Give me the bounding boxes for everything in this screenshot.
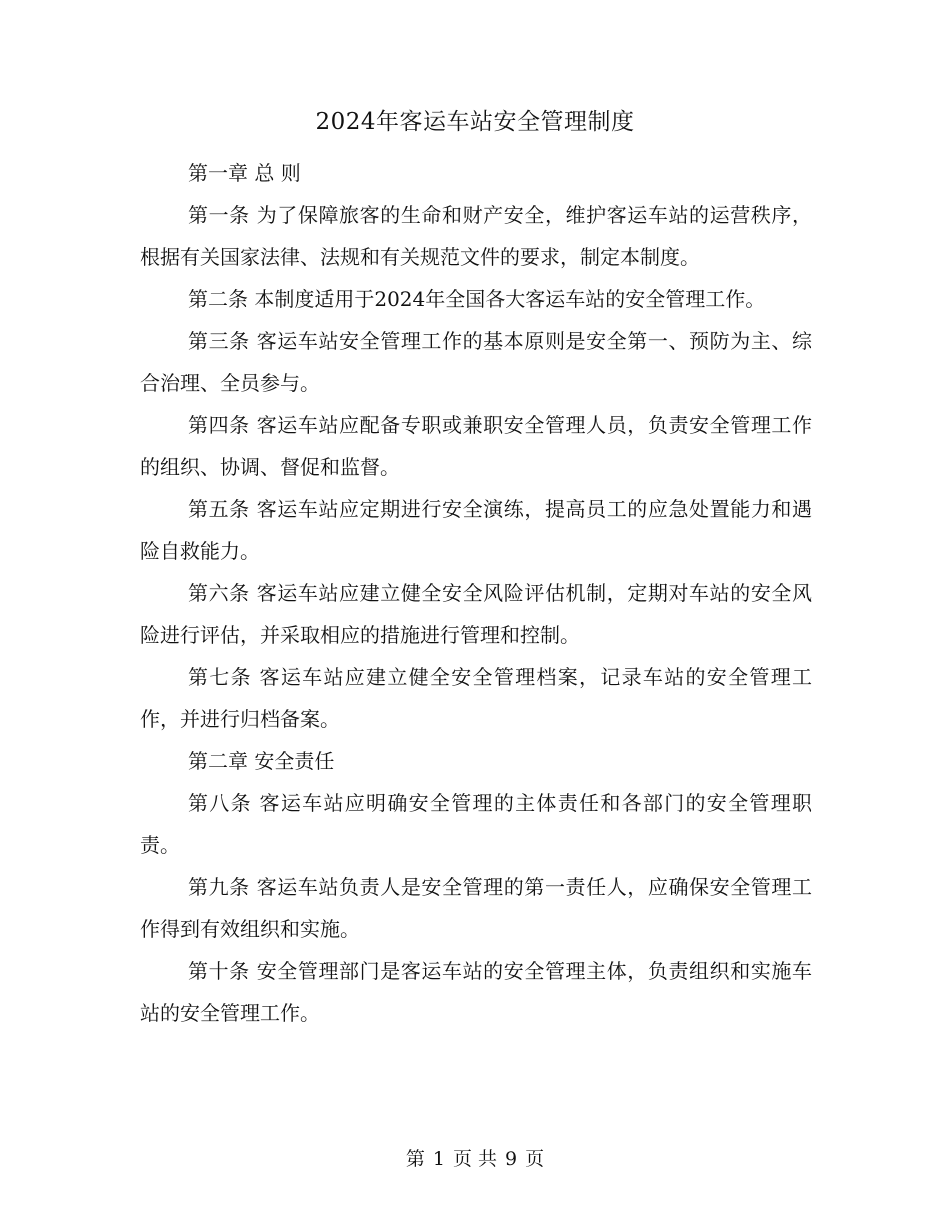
article-paragraph: 第六条 客运车站应建立健全安全风险评估机制，定期对车站的安全风险进行评估，并采取相应的措施进行管理和控制。 (140, 581, 812, 647)
article-paragraph: 第八条 客运车站应明确安全管理的主体责任和各部门的安全管理职责。 (140, 791, 812, 857)
article-paragraph: 第四条 客运车站应配备专职或兼职安全管理人员，负责安全管理工作的组织、协调、督促和监督。 (140, 413, 812, 479)
current-page-number: 1 (432, 1148, 445, 1170)
article-paragraph: 第三条 客运车站安全管理工作的基本原则是安全第一、预防为主、综合治理、全员参与。 (140, 329, 812, 395)
page-label-suffix: 页 (525, 1148, 545, 1170)
document-title: 2024年客运车站安全管理制度 (315, 109, 635, 135)
chapter-heading: 第二章 安全责任 (188, 749, 335, 773)
page-label-prefix: 第 (405, 1148, 425, 1170)
page-footer (0, 1144, 950, 1174)
article-paragraph: 第二条 本制度适用于2024年全国各大客运车站的安全管理工作。 (188, 287, 766, 311)
article-paragraph: 第九条 客运车站负责人是安全管理的第一责任人，应确保安全管理工作得到有效组织和实施。 (140, 875, 812, 941)
article-paragraph: 第五条 客运车站应定期进行安全演练，提高员工的应急处置能力和遇险自救能力。 (140, 497, 812, 563)
article-paragraph: 第七条 客运车站应建立健全安全管理档案，记录车站的安全管理工作，并进行归档备案。 (140, 665, 812, 731)
total-pages-number: 9 (505, 1148, 518, 1170)
chapter-heading: 第一章 总 则 (188, 161, 301, 185)
article-paragraph: 第一条 为了保障旅客的生命和财产安全，维护客运车站的运营秩序，根据有关国家法律、法规和有关规范文件的要求，制定本制度。 (140, 203, 812, 269)
document-body (140, 152, 812, 1034)
page-label-mid: 页 共 (452, 1148, 498, 1170)
article-paragraph: 第十条 安全管理部门是客运车站的安全管理主体，负责组织和实施车站的安全管理工作。 (140, 959, 812, 1025)
